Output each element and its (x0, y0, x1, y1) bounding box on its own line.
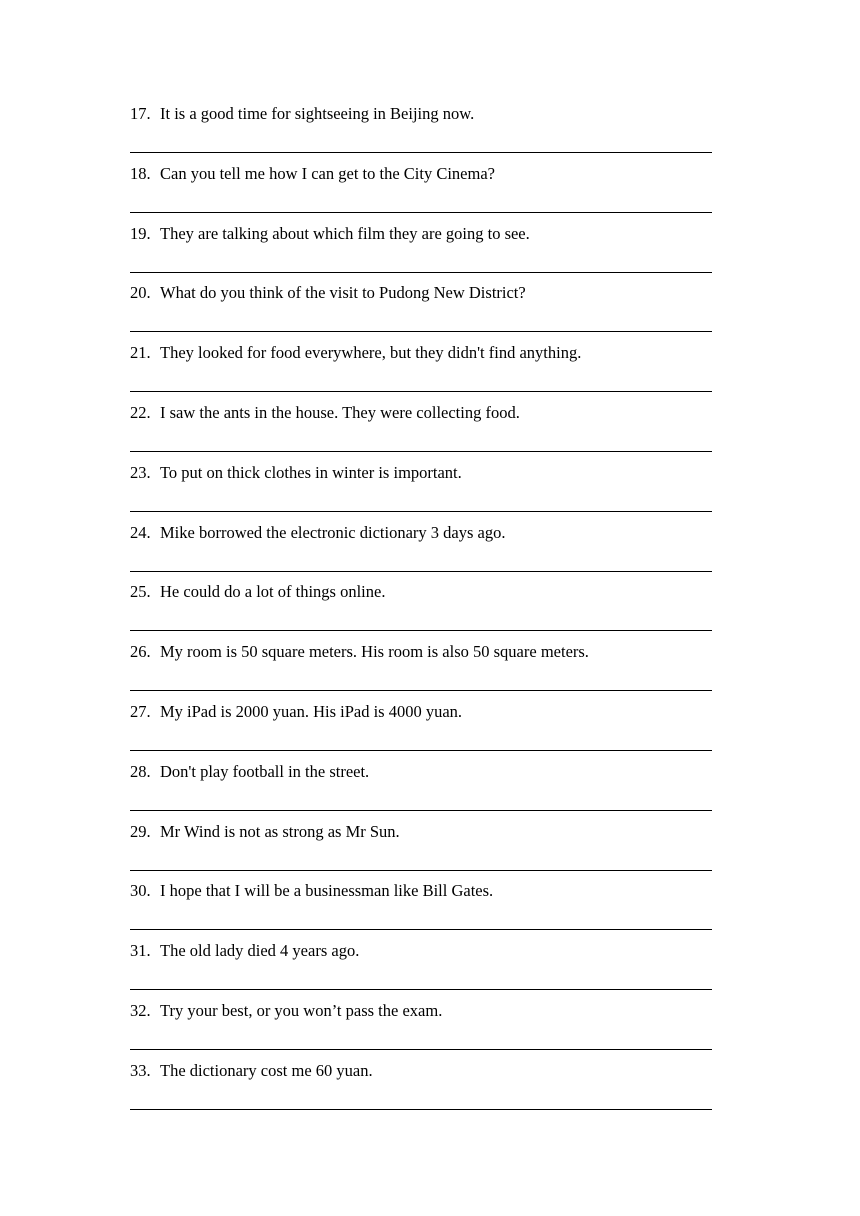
question-text (130, 939, 359, 963)
question-item (130, 222, 712, 282)
question-item (130, 700, 712, 760)
question-item (130, 461, 712, 521)
question-number: 28. (130, 761, 151, 781)
question-sentence: To put on thick clothes in winter is important. (160, 462, 462, 482)
question-text (130, 580, 385, 604)
question-item (130, 820, 712, 880)
answer-line[interactable] (130, 1049, 712, 1050)
question-item (130, 341, 712, 401)
question-sentence: Can you tell me how I can get to the City Cinema? (160, 163, 495, 183)
question-item (130, 640, 712, 700)
question-number: 20. (130, 283, 151, 303)
question-text (130, 521, 505, 545)
question-number: 21. (130, 343, 151, 363)
answer-line[interactable] (130, 212, 712, 213)
question-number: 33. (130, 1060, 151, 1080)
answer-line[interactable] (130, 929, 712, 930)
question-number: 19. (130, 223, 151, 243)
question-item (130, 521, 712, 581)
answer-line[interactable] (130, 511, 712, 512)
question-text (130, 760, 369, 784)
question-sentence: The dictionary cost me 60 yuan. (160, 1060, 373, 1080)
question-text (130, 281, 526, 305)
question-item (130, 760, 712, 820)
question-item (130, 939, 712, 999)
question-item (130, 102, 712, 162)
question-text (130, 102, 474, 126)
question-sentence: I hope that I will be a businessman like Bill Gates. (160, 881, 494, 901)
question-number: 18. (130, 163, 151, 183)
question-text (130, 222, 530, 246)
answer-line[interactable] (130, 331, 712, 332)
answer-line[interactable] (130, 451, 712, 452)
question-number: 32. (130, 1000, 151, 1020)
question-sentence: Don't play football in the street. (160, 761, 370, 781)
question-number: 23. (130, 462, 151, 482)
question-sentence: He could do a lot of things online. (160, 582, 386, 602)
question-number: 30. (130, 881, 151, 901)
question-text (130, 341, 581, 365)
question-sentence: What do you think of the visit to Pudong New District? (160, 283, 526, 303)
question-item (130, 281, 712, 341)
question-text (130, 162, 495, 186)
question-number: 17. (130, 104, 151, 123)
question-item (130, 1059, 712, 1119)
question-text (130, 640, 589, 664)
question-sentence: My room is 50 square meters. His room is also 50 square meters. (160, 642, 589, 662)
question-number: 22. (130, 402, 151, 422)
answer-line[interactable] (130, 989, 712, 990)
question-sentence: My iPad is 2000 yuan. His iPad is 4000 yuan. (160, 701, 463, 721)
question-sentence: Mike borrowed the electronic dictionary 3 days ago. (160, 522, 506, 542)
question-sentence: It is a good time for sightseeing in Beijing now. (160, 104, 475, 123)
question-sentence: I saw the ants in the house. They were collecting food. (160, 402, 520, 422)
question-text (130, 1059, 373, 1083)
question-list (130, 102, 712, 1119)
answer-line[interactable] (130, 571, 712, 572)
answer-line[interactable] (130, 152, 712, 153)
question-text (130, 401, 520, 425)
question-item (130, 879, 712, 939)
question-text (130, 879, 493, 903)
question-sentence: They looked for food everywhere, but they didn't find anything. (160, 343, 582, 363)
question-number: 25. (130, 582, 151, 602)
question-number: 29. (130, 821, 151, 841)
answer-line[interactable] (130, 870, 712, 871)
question-number: 27. (130, 701, 151, 721)
answer-line[interactable] (130, 272, 712, 273)
question-text (130, 461, 462, 485)
answer-line[interactable] (130, 630, 712, 631)
answer-line[interactable] (130, 1109, 712, 1110)
answer-line[interactable] (130, 690, 712, 691)
question-item (130, 162, 712, 222)
question-sentence: Mr Wind is not as strong as Mr Sun. (160, 821, 400, 841)
question-text (130, 700, 462, 724)
question-item (130, 999, 712, 1059)
answer-line[interactable] (130, 810, 712, 811)
question-item (130, 401, 712, 461)
answer-line[interactable] (130, 750, 712, 751)
question-item (130, 580, 712, 640)
question-number: 31. (130, 941, 151, 961)
question-sentence: The old lady died 4 years ago. (160, 941, 360, 961)
question-text (130, 999, 442, 1023)
question-text (130, 820, 400, 844)
question-number: 26. (130, 642, 151, 662)
question-number: 24. (130, 522, 151, 542)
question-sentence: Try your best, or you won’t pass the exam. (160, 1000, 443, 1020)
question-sentence: They are talking about which film they are going to see. (160, 223, 530, 243)
answer-line[interactable] (130, 391, 712, 392)
